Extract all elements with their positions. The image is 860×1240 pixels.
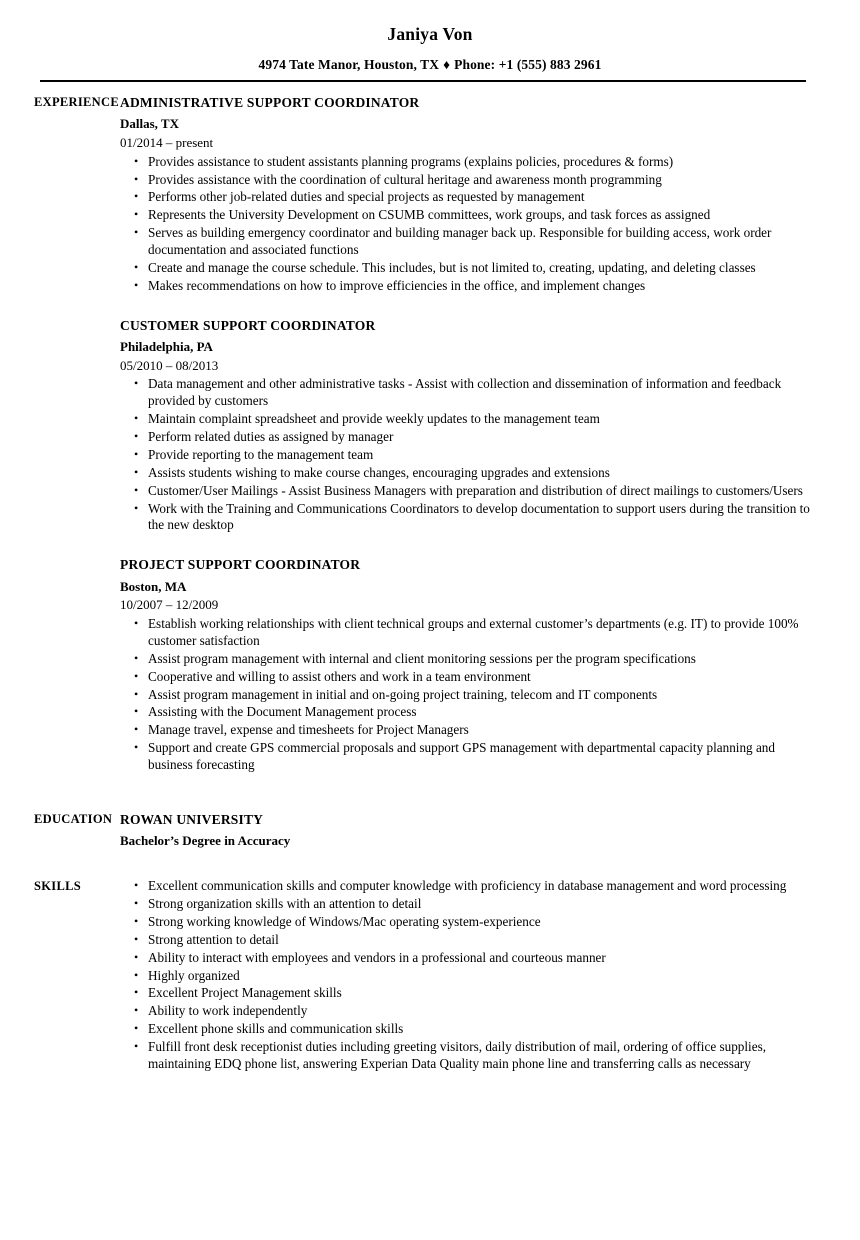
experience-entries: [120, 94, 860, 775]
list-item: • Manage travel, expense and timesheets for Project Managers: [120, 722, 812, 739]
list-item: • Strong organization skills with an attention to detail: [120, 896, 812, 913]
job-location: Boston, MA: [120, 578, 187, 594]
contact-line: [0, 57, 860, 73]
list-item: • Assisting with the Document Management process: [120, 704, 812, 721]
list-item: • Highly organized: [120, 968, 812, 985]
resume-content: [0, 82, 860, 1074]
job-location: Philadelphia, PA: [120, 338, 213, 354]
list-item: • Assist program management with internal and client monitoring sessions per the program specifications: [120, 651, 812, 668]
job-responsibility-list: [120, 154, 812, 295]
job-responsibility-list: [120, 616, 812, 774]
list-item: • Provides assistance with the coordination of cultural heritage and awareness month programming: [120, 172, 812, 189]
list-item: • Customer/User Mailings - Assist Business Managers with preparation and distribution of direct mailings to customers/Users: [120, 483, 812, 500]
job-title: CUSTOMER SUPPORT COORDINATOR: [120, 317, 376, 333]
job-title: ADMINISTRATIVE SUPPORT COORDINATOR: [120, 95, 420, 110]
list-item: • Serves as building emergency coordinator and building manager back up. Responsible for building access, work order documentation and associated functions: [120, 225, 812, 259]
experience-entry: [120, 94, 812, 295]
list-item: • Excellent phone skills and communication skills: [120, 1021, 812, 1038]
list-item: • Work with the Training and Communications Coordinators to develop documentation to support users during the transition to the new desktop: [120, 501, 812, 535]
list-item: • Strong attention to detail: [120, 932, 812, 949]
list-item: • Create and manage the course schedule. This includes, but is not limited to, creating, updating, and deleting classes: [120, 260, 812, 277]
list-item: • Strong working knowledge of Windows/Mac operating system-experience: [120, 914, 812, 931]
list-item: • Support and create GPS commercial proposals and support GPS management with departmental capacity planning and business forecasting: [120, 740, 812, 774]
candidate-address: 4974 Tate Manor, Houston, TX: [258, 57, 440, 72]
skills-list: [120, 878, 812, 1073]
list-item: • Provide reporting to the management team: [120, 447, 812, 464]
section-experience: [0, 94, 860, 775]
candidate-name: Janiya Von: [387, 24, 473, 44]
job-responsibility-list: [120, 376, 812, 534]
list-item: • Ability to interact with employees and vendors in a professional and courteous manner: [120, 950, 812, 967]
job-dates: 05/2010 – 08/2013: [120, 357, 219, 373]
list-item: • Cooperative and willing to assist others and work in a team environment: [120, 669, 812, 686]
list-item: • Performs other job-related duties and special projects as requested by management: [120, 189, 812, 206]
section-label-skills: SKILLS: [34, 879, 81, 894]
education-degree: Bachelor’s Degree in Accuracy: [120, 833, 291, 849]
list-item: • Assists students wishing to make course changes, encouraging upgrades and extensions: [120, 465, 812, 482]
job-dates: 10/2007 – 12/2009: [120, 597, 219, 613]
list-item: • Excellent communication skills and computer knowledge with proficiency in database management and word processing: [120, 878, 812, 895]
list-item: • Represents the University Development on CSUMB committees, work groups, and task forces as assigned: [120, 207, 812, 224]
list-item: • Assist program management in initial and on-going project training, telecom and IT components: [120, 687, 812, 704]
job-location: Dallas, TX: [120, 116, 179, 132]
list-item: • Establish working relationships with client technical groups and external customer’s departments (e.g. IT) to provide 100% customer satisfaction: [120, 616, 812, 650]
skills-entries: [120, 878, 860, 1074]
list-item: • Provides assistance to student assistants planning programs (explains policies, procedures & forms): [120, 154, 812, 171]
list-item: • Maintain complaint spreadsheet and provide weekly updates to the management team: [120, 411, 812, 428]
experience-entry: [120, 317, 812, 535]
experience-entry: [120, 556, 812, 774]
diamond-separator-icon: ♦: [443, 57, 451, 72]
list-item: • Fulfill front desk receptionist duties including greeting visitors, daily distribution of mail, ordering of office supplies, maintaining EDQ phone list, answering Experian Data Quality main phone line and transferring calls as necessary: [120, 1039, 812, 1073]
job-title: PROJECT SUPPORT COORDINATOR: [120, 557, 361, 573]
list-item: • Data management and other administrative tasks - Assist with collection and dissemination of information and feedback provided by customers: [120, 376, 812, 410]
section-education: [0, 811, 860, 851]
section-label-education: EDUCATION: [34, 811, 113, 826]
list-item: • Makes recommendations on how to improve efficiencies in the office, and implement changes: [120, 278, 812, 295]
resume-header: [0, 0, 860, 73]
job-dates: 01/2014 – present: [120, 135, 214, 151]
education-entries: [120, 811, 860, 851]
list-item: • Ability to work independently: [120, 1003, 812, 1020]
section-skills: [0, 878, 860, 1074]
list-item: • Perform related duties as assigned by manager: [120, 429, 812, 446]
education-school: ROWAN UNIVERSITY: [120, 811, 264, 827]
candidate-phone: Phone: +1 (555) 883 2961: [454, 57, 602, 72]
section-label-experience: EXPERIENCE: [34, 95, 119, 109]
list-item: • Excellent Project Management skills: [120, 985, 812, 1002]
